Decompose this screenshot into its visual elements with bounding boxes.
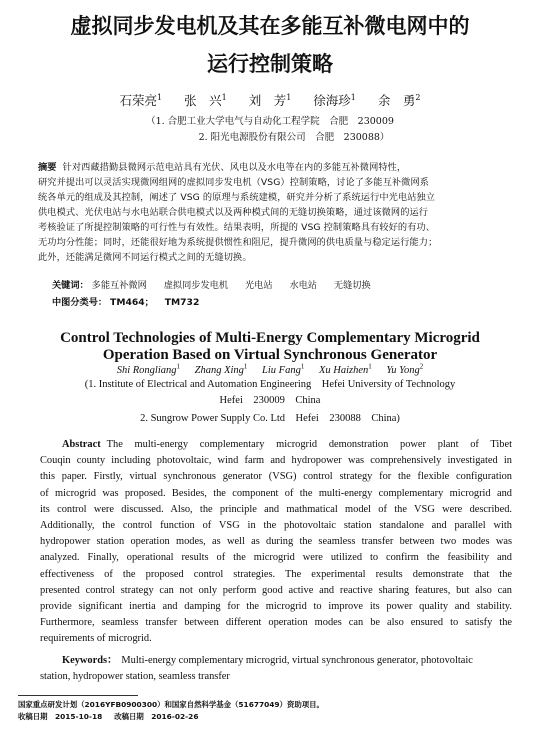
english-abstract xyxy=(40,437,512,648)
classification-value: TM732 xyxy=(164,297,200,308)
english-abstract-line: of microgrid was proposed. Besides, the component of the multi-energy complementary microgrid and xyxy=(40,487,512,499)
chinese-title-line-2: 运行控制策略 xyxy=(207,52,333,76)
dates-footnote xyxy=(18,712,198,722)
english-affiliation-2: 2. Sungrow Power Supply Co. Ltd Hefei 230088 China) xyxy=(140,413,400,424)
english-author-list xyxy=(0,364,540,378)
english-abstract-line: Abstract The multi-energy complementary microgrid demonstration power plant of Tibet xyxy=(62,439,512,450)
english-abstract-line: hydropower station operation modes, as well as during the seamless transfer between two modes was xyxy=(40,536,512,548)
english-abstract-line: provide significant inertia and damping for the microgrid to improve its power quality and stability. xyxy=(40,601,512,613)
chinese-abstract-line: 研究并提出可以灵活实现微网组网的虚拟同步发电机（VSG）控制策略，讨论了多能互补微网系 xyxy=(38,177,430,188)
chinese-author: 张 兴$^1$ xyxy=(184,92,227,108)
chinese-keyword: 光电站 xyxy=(244,280,273,291)
english-author: Zhang Xing$^1$ xyxy=(194,362,248,376)
english-title-line-1: Control Technologies of Multi-Energy Complementary Microgrid xyxy=(60,330,480,346)
chinese-abstract-label: 摘要 xyxy=(38,162,57,173)
classification-label: 中图分类号： xyxy=(52,297,108,308)
english-abstract-line: effectiveness of the proposed control strategies. The experimental results demonstrate that the xyxy=(40,568,512,580)
chinese-author-list xyxy=(0,93,540,109)
classification-value: TM464； xyxy=(110,297,154,308)
english-affiliation-1-city: Hefei 230009 China xyxy=(219,395,321,406)
chinese-abstract-line: 此外，还能满足微网不同运行模式之间的无缝切换。 xyxy=(38,252,252,263)
chinese-keyword: 水电站 xyxy=(289,280,317,291)
footnote-divider xyxy=(18,695,138,696)
chinese-keyword: 多能互补微网 xyxy=(91,280,147,291)
chinese-title-line-1: 虚拟同步发电机及其在多能互补微电网中的 xyxy=(70,14,470,38)
english-author: Shi Rongliang$^1$ xyxy=(116,362,180,376)
english-keywords xyxy=(40,653,512,685)
received-date: 收稿日期 2015-10-18 xyxy=(18,712,103,721)
english-affiliation-1: (1. Institute of Electrical and Automation Engineering Hefei University of Technology xyxy=(84,379,456,390)
english-keywords-label: Keywords： xyxy=(62,655,118,666)
chinese-keyword: 虚拟同步发电机 xyxy=(163,280,229,291)
english-abstract-line: Additionally, the control function of VSG in the photovoltaic station standalone and parallel with xyxy=(40,520,512,532)
chinese-keywords xyxy=(52,279,385,293)
chinese-abstract xyxy=(38,160,514,265)
english-abstract-line: Couqin county including photovoltaic, wind farm and hydropower was comprehensively investigated in xyxy=(40,455,512,467)
chinese-abstract-line: 摘要 针对西藏措勤县微网示范电站具有光伏、风电以及水电等在内的多能互补微网特性， xyxy=(38,162,407,173)
english-author: Liu Fang$^1$ xyxy=(262,362,305,376)
chinese-keywords-label: 关键词： xyxy=(52,280,89,291)
english-abstract-line: this paper. Firstly, virtual synchronous generator (VSG) control strategy for the flexible configuration xyxy=(40,471,512,483)
chinese-author: 石荣亮$^1$ xyxy=(119,92,163,108)
chinese-affiliation-2: 2. 阳光电源股份有限公司 合肥 230088） xyxy=(198,132,390,143)
english-abstract-line: analyzed. Finally, operational results of the microgrid were utilized to confirm the feasibility and xyxy=(40,552,512,564)
revised-date: 改稿日期 2016-02-26 xyxy=(114,712,199,721)
english-keywords-line: station, hydropower station, seamless transfer xyxy=(40,671,230,683)
chinese-author: 余 勇$^2$ xyxy=(377,92,421,108)
chinese-author: 徐海珍$^1$ xyxy=(313,92,356,108)
chinese-affiliation-1: （1. 合肥工业大学电气与自动化工程学院 合肥 230009 xyxy=(146,116,394,127)
english-abstract-line: its control were discussed. Also, the principle and mathmatical model of the VSG were described. xyxy=(40,503,512,515)
english-abstract-label: Abstract xyxy=(62,439,101,450)
funding-footnote: 国家重点研发计划（2016YFB0900300）和国家自然科学基金（51677049）资助项目。 xyxy=(18,700,324,709)
chinese-abstract-line: 考核验证了所提控制策略的可行性与有效性。结果表明，所提的 VSG 控制策略具有较好的有功、 xyxy=(38,222,436,233)
chinese-abstract-line: 供电模式、光伏电站与水电站联合供电模式以及两种模式间的无缝切换策略，通过该微网的运行 xyxy=(38,207,429,218)
english-abstract-line: presented control strategy can not only perform good active and reactive sharing features, but also can xyxy=(40,584,512,596)
english-title-line-2: Operation Based on Virtual Synchronous Generator xyxy=(102,347,438,363)
english-abstract-line: requirements of microgrid. xyxy=(40,633,152,645)
chinese-keyword: 无缝切换 xyxy=(333,280,371,291)
english-author: Xu Haizhen$^1$ xyxy=(318,362,372,376)
english-abstract-line: Furthermore, seamless transfer between different operation modes can be also ensured to satisfy the xyxy=(40,617,512,629)
chinese-abstract-line: 统各单元的组成及其控制，阐述了 VSG 的原理与系统建模，研究并分析了系统运行中光电站独立 xyxy=(38,192,436,203)
chinese-abstract-line: 无功均分性能；同时，还能很好地为系统提供惯性和阻尼，提升微网的供电质量与稳定运行能力； xyxy=(38,237,438,248)
english-author: Yu Yong$^2$ xyxy=(386,362,424,376)
classification-code xyxy=(52,296,207,310)
chinese-author: 刘 芳$^1$ xyxy=(248,92,292,108)
english-keywords-line: Keywords： Multi-energy complementary microgrid, virtual synchronous generator, photovoltaic xyxy=(62,655,473,666)
